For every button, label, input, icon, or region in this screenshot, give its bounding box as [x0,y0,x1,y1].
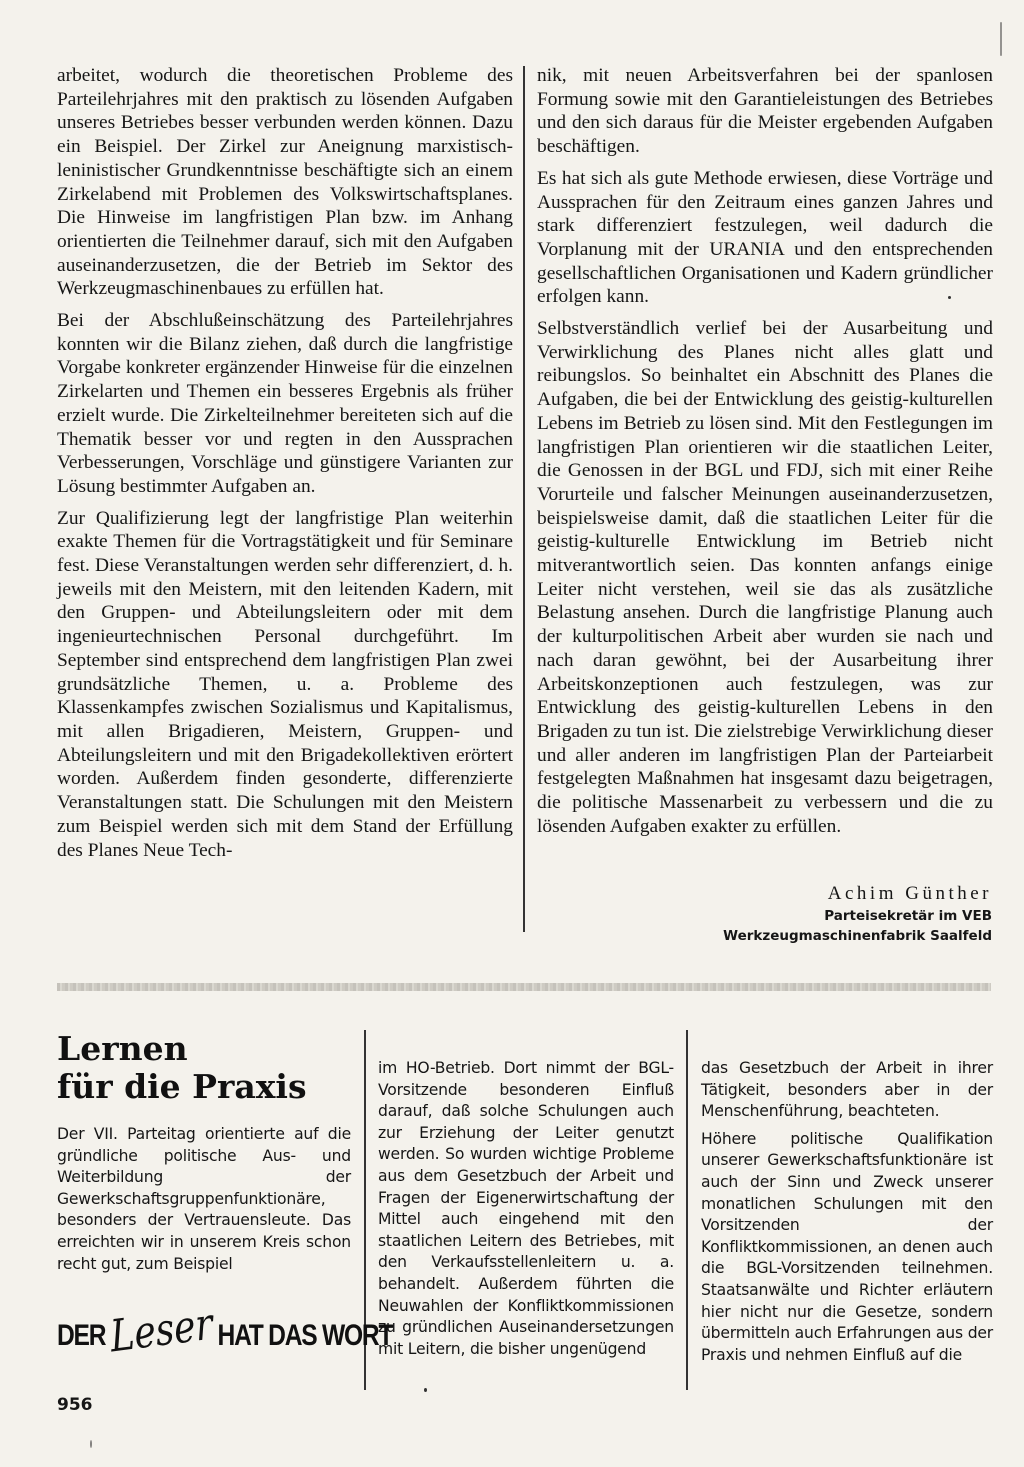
author-role: Parteisekretär im VEB [824,908,992,924]
bottom-column-2 [378,1058,674,1360]
author-company: Werkzeugmaschinenfabrik Saalfeld [723,928,992,944]
bottom-column-1 [57,1124,351,1275]
paragraph: Der VII. Parteitag orientierte auf die gründliche politische Aus- und Weiterbildung der Gewerkschaftsgruppenfunktionäre, besonders der Vertrauensleute. Das erreichten wir in unserem Kreis schon recht gut, zum Beispiel [57,1125,351,1273]
paragraph: das Gesetzbuch der Arbeit in ihrer Tätigkeit, besonders aber in der Menschenführung, beachteten. [701,1059,993,1121]
rubric-script-word: Leser [108,1298,215,1363]
author-name: Achim Günther [827,883,992,904]
rubric-logo [57,1298,393,1363]
column-divider [686,1030,688,1390]
rubric-part: HAT DAS WORT [217,1319,393,1352]
paragraph: im HO-Betrieb. Dort nimmt der BGL-Vorsitzende besonderen Einfluß darauf, daß solche Schulungen auch zur Erziehung der Leiter genutzt werden. So wurden wichtige Probleme aus dem Gesetzbuch der Arbeit und Fragen der Eigenerwirtschaftung der Mittel auch eingehend mit den staatlichen Leitern des Betriebes, mit den Verkaufsstellenleitern u. a. behandelt. Außerdem führten die Neuwahlen der Konfliktkommissionen zu gründlichen Auseinandersetzungen mit Leitern, die bisher ungenügend [378,1059,674,1358]
top-right-column [537,64,993,839]
paragraph: Bei der Abschlußeinschätzung des Parteilehrjahres konnten wir die Bilanz ziehen, daß durch die langfristige Vorgabe konkreter ergänzender Hinweise für die einzelnen Zirkelarten und Themen ein besseres Ergebnis als früher erzielt wurde. Die Zirkelteilnehmer bereiteten sich auf die Thematik besser vor und regten in den Aussprachen Verbesserungen, Vorschläge und günstigere Varianten zur Lösung bestimmter Aufgaben an. [57,310,513,497]
headline-line1: Lernen [57,1029,188,1068]
top-left-column [57,64,513,862]
article-headline [57,1030,307,1106]
section-separator [57,983,991,991]
scan-speck [90,1440,92,1448]
paragraph: Es hat sich als gute Methode erwiesen, diese Vorträge und Aussprachen für den Zeitraum eines ganzen Jahres und stark differenziert festzulegen, weil dadurch die Vorplanung mit der URANIA und den entsprechenden gesellschaftlichen Organisationen und Kadern gründlicher erfolgen kann. [537,167,993,308]
scan-mark [1000,22,1002,56]
paragraph: Selbstverständlich verlief bei der Ausarbeitung und Verwirklichung des Planes nicht alles glatt und reibungslos. So beinhaltet ein Abschnitt des Planes die Aufgaben, die bei der Entwicklung des geistig-kulturellen Lebens im Betrieb zu lösen sind. Mit den Festlegungen im langfristigen Plan orientieren wir die staatlichen Leiter, die Genossen in der BGL und FDJ, sich mit einer Reihe Vorurteile und falscher Meinungen auseinanderzusetzen, beispielsweise damit, daß die staatlichen Leiter für die geistig-kulturelle Entwicklung im Betrieb nicht mitverantwortlich seien. Das konnten anfangs einige Leiter nicht verstehen, weil sie das als zusätzliche Belastung ansehen. Durch die langfristige Planung auch der kulturpolitischen Arbeit aber wurden sie nach und nach daran gewöhnt, bei der Ausarbeitung ihrer Arbeitskonzeptionen auch festzulegen, was zur Entwicklung des geistig-kulturellen Lebens in den Brigaden zu tun ist. Die zielstrebige Verwirklichung dieser und aller anderen im langfristigen Plan der Parteiarbeit festgelegten Maßnahmen hat insgesamt dazu beigetragen, die politische Massenarbeit zu verbessern und die zu lösenden Aufgaben exakter zu erfüllen. [537,318,993,837]
page-number: 956 [57,1395,93,1415]
paragraph: nik, mit neuen Arbeitsverfahren bei der spanlosen Formung sowie mit den Garantieleistungen des Betriebes und den sich daraus für die Meister ergebenden Aufgaben beschäftigen. [537,65,993,158]
bottom-column-3 [701,1058,993,1366]
paragraph: Höhere politische Qualifikation unserer Gewerkschaftsfunktionäre ist auch der Sinn und Zweck unserer monatlichen Schulungen mit den Vorsitzenden der Konfliktkommissionen, an denen auch die BGL-Vorsitzenden teilnehmen. Staatsanwälte und Richter erläutern hier nicht nur die Gesetze, sondern übermitteln auch Erfahrungen aus der Praxis und nehmen Einfluß auf die [701,1129,993,1364]
scan-speck [948,296,951,299]
paragraph: Zur Qualifizierung legt der langfristige Plan weiterhin exakte Themen für die Vortragstätigkeit und für Seminare fest. Diese Veranstaltungen werden sehr differenziert, d. h. jeweils mit den Meistern, mit den leitenden Kadern, mit den Gruppen- und Abteilungsleitern oder mit dem ingenieurtechnischen Personal durchgeführt. Im September sind entsprechend dem langfristigen Plan zwei grundsätzliche Themen, u. a. Probleme des Klassenkampfes zwischen Sozialismus und Kapitalismus, mit allen Brigadieren, Meistern, Gruppen- und Abteilungsleitern und mit den Brigadekollektiven erörtert worden. Außerdem finden gesonderte, differenzierte Veranstaltungen statt. Die Schulungen mit den Meistern zum Beispiel werden sich mit dem Stand der Erfüllung des Planes Neue Tech- [57,507,513,861]
rubric-part: DER [57,1319,106,1352]
column-divider [523,66,525,932]
headline-line2: für die Praxis [57,1067,307,1106]
author-signature [723,882,992,946]
scan-speck [424,1388,427,1392]
paragraph: arbeitet, wodurch die theoretischen Probleme des Parteilehrjahres mit den praktisch zu lösenden Aufgaben unseres Betriebes besser verbunden werden können. Dazu ein Beispiel. Der Zirkel zur Aneignung marxistisch-leninistischer Grundkenntnisse beschäftigte sich an einem Zirkelabend mit Problemen des Volkswirtschaftsplanes. Die Hinweise im langfristigen Plan bzw. im Anhang orientierten die Teilnehmer darauf, sich mit den Aufgaben auseinanderzusetzen, die der Betrieb im Sektor des Werkzeugmaschinenbaues zu erfüllen hat. [57,65,513,300]
